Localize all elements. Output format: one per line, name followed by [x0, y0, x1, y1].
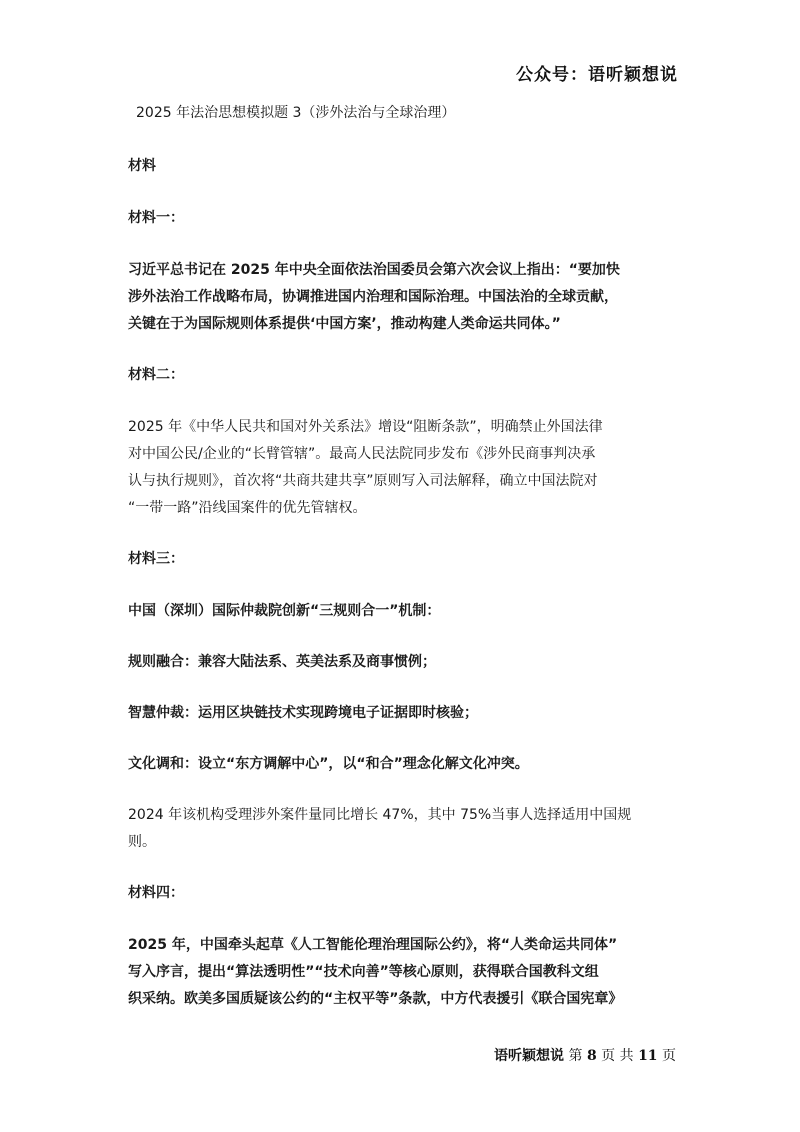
page-footer — [494, 1045, 676, 1065]
material-3-intro: 中国（深圳）国际仲裁院创新“三规则合一”机制： — [128, 603, 441, 619]
paragraph-line: 则。 — [128, 834, 156, 850]
material-3-stats — [128, 802, 658, 856]
paragraph-line: 习近平总书记在 2025 年中央全面依法治国委员会第六次会议上指出：“要加快 — [128, 262, 620, 278]
material-3-item-culture: 文化调和：设立“东方调解中心”，以“和合”理念化解文化冲突。 — [128, 756, 529, 772]
paragraph-line: 涉外法治工作战略布局，协调推进国内治理和国际治理。中国法治的全球贡献， — [128, 289, 618, 305]
paragraph-line: 认与执行规则》，首次将“共商共建共享”原则写入司法解释，确立中国法院对 — [128, 473, 598, 489]
paragraph-line: 织采纳。欧美多国质疑该公约的“主权平等”条款，中方代表援引《联合国宪章》 — [128, 991, 623, 1007]
paragraph-line: “一带一路”沿线国案件的优先管辖权。 — [128, 500, 367, 516]
paragraph-line: 2024 年该机构受理涉外案件量同比增长 47%，其中 75%当事人选择适用中国规 — [128, 807, 632, 823]
material-4-heading: 材料四： — [128, 885, 184, 901]
material-label: 材料 — [128, 158, 156, 174]
page-total: 11 — [638, 1048, 658, 1064]
material-2-heading: 材料二： — [128, 367, 184, 383]
paragraph-line: 对中国公民/企业的“长臂管辖”。最高人民法院同步发布《涉外民商事判决承 — [128, 446, 596, 462]
footer-brand: 语听颖想说 — [494, 1048, 565, 1064]
material-3-item-rules: 规则融合：兼容大陆法系、英美法系及商事惯例； — [128, 654, 436, 670]
page-current: 8 — [586, 1048, 597, 1064]
paragraph-line: 2025 年，中国牵头起草《人工智能伦理治理国际公约》，将“人类命运共同体” — [128, 937, 618, 953]
paragraph-line: 关键在于为国际规则体系提供‘中国方案’，推动构建人类命运共同体。” — [128, 316, 561, 332]
material-2-paragraph — [128, 414, 658, 522]
paragraph-line: 2025 年《中华人民共和国对外关系法》增设“阻断条款”，明确禁止外国法律 — [128, 419, 603, 435]
material-3-item-smart: 智慧仲裁：运用区块链技术实现跨境电子证据即时核验； — [128, 705, 478, 721]
page-suffix: 页 — [662, 1048, 676, 1064]
material-1-heading: 材料一： — [128, 210, 184, 226]
header-brand: 公众号：语听颖想说 — [516, 65, 678, 85]
paragraph-line: 写入序言，提出“算法透明性”“技术向善”等核心原则，获得联合国教科文组 — [128, 964, 599, 980]
page-prefix: 第 — [568, 1048, 583, 1064]
document-body — [128, 100, 658, 1037]
document-title: 2025 年法治思想模拟题 3（涉外法治与全球治理） — [136, 105, 456, 121]
material-1-paragraph — [128, 257, 658, 338]
material-4-paragraph — [128, 932, 658, 1013]
material-3-heading: 材料三： — [128, 551, 184, 567]
page-mid: 页 共 — [601, 1048, 634, 1064]
